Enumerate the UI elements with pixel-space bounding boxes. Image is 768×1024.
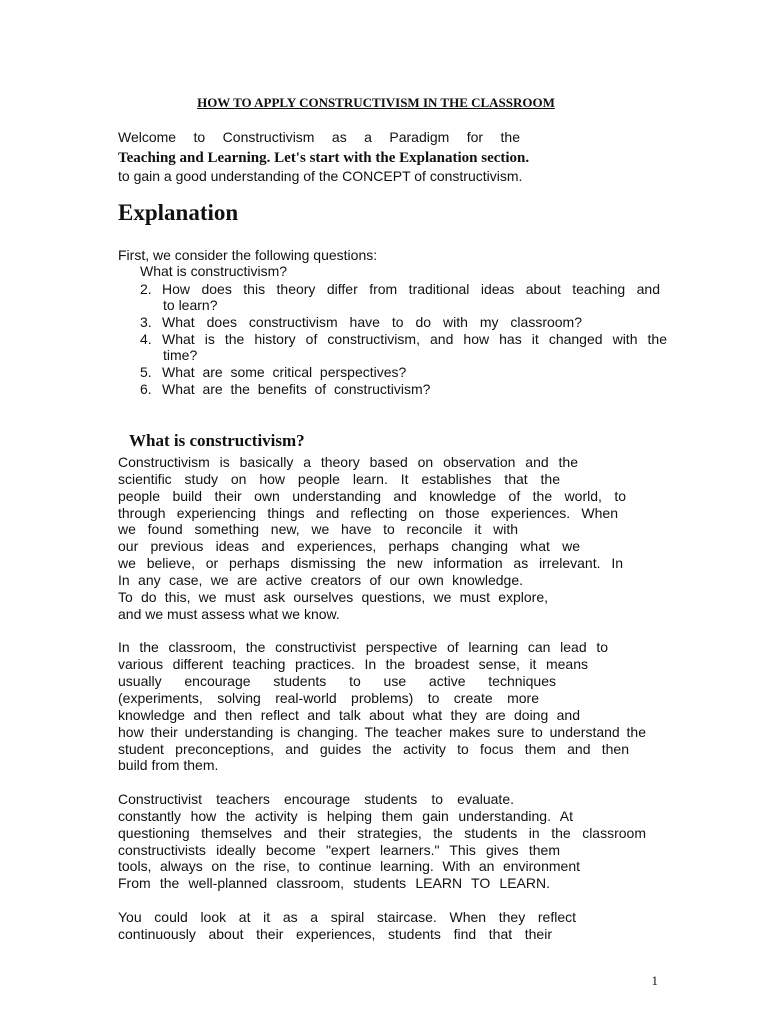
intro-line-3: to gain a good understanding of the CONCEPT of constructivism. (118, 168, 523, 184)
body-line: through experiencing things and reflecting on those experiences. When (118, 504, 618, 521)
body-line: various different teaching practices. In the broadest sense, it means (118, 656, 588, 673)
body-line: You could look at it as a spiral staircase. When they reflect (118, 909, 576, 925)
question-item: 2. How does this theory differ from traditional ideas about teaching and (140, 281, 660, 297)
question-item: 3. What does constructivism have to do with my classroom? (140, 314, 582, 330)
question-item: 4. What is the history of constructivism, and how has it changed with the (140, 331, 667, 347)
body-line: people build their own understanding and knowledge of the world, to (118, 487, 626, 504)
body-line: and we must assess what we know. (118, 605, 340, 622)
body-line: constantly how the activity is helping them gain understanding. At (118, 807, 573, 824)
body-line: continuously about their experiences, students find that their (118, 925, 552, 942)
question-continuation: time? (163, 347, 198, 363)
question-item: What is constructivism? (140, 263, 288, 279)
body-line: To do this, we must ask ourselves questions, we must explore, (118, 588, 548, 605)
body-line: (experiments, solving real-world problems) to create more (118, 689, 539, 706)
body-line: we believe, or perhaps dismissing the new information as irrelevant. In (118, 555, 623, 572)
question-continuation: to learn? (163, 297, 218, 313)
document-title: HOW TO APPLY CONSTRUCTIVISM IN THE CLASSROOM (197, 95, 555, 110)
section-heading: What is constructivism? (129, 431, 305, 450)
body-line: constructivists ideally become "expert learners." This gives them (118, 841, 560, 858)
body-line: student preconceptions, and guides the activity to focus them and then (118, 740, 629, 757)
intro-line-2: Teaching and Learning. Let's start with the Explanation section. (118, 150, 530, 166)
body-line: tools, always on the rise, to continue learning. With an environment (118, 858, 580, 875)
body-line: build from them. (118, 757, 219, 774)
body-line: Constructivism is basically a theory based on observation and the (118, 454, 578, 470)
intro-line-1: Welcome to Constructivism as a Paradigm for the (118, 129, 520, 145)
body-line: knowledge and then reflect and talk about what they are doing and (118, 706, 580, 723)
body-line: usually encourage students to use active techniques (118, 673, 556, 689)
question-item: 5. What are some critical perspectives? (140, 364, 407, 380)
body-line: we found something new, we have to reconcile it with (118, 521, 518, 538)
body-line: In any case, we are active creators of our own knowledge. (118, 572, 523, 588)
page-number: 1 (651, 973, 658, 988)
explanation-heading: Explanation (118, 200, 239, 225)
body-line: In the classroom, the constructivist perspective of learning can lead to (118, 639, 608, 656)
body-line: our previous ideas and experiences, perhaps changing what we (118, 538, 580, 555)
body-line: Constructivist teachers encourage students to evaluate. (118, 791, 514, 807)
body-line: questioning themselves and their strategies, the students in the classroom (118, 824, 646, 841)
body-line: scientific study on how people learn. It establishes that the (118, 470, 560, 487)
body-line: From the well-planned classroom, students LEARN TO LEARN. (118, 875, 550, 892)
explanation-lead: First, we consider the following questions: (118, 247, 378, 263)
question-item: 6. What are the benefits of constructivism? (140, 381, 431, 397)
body-line: how their understanding is changing. The teacher makes sure to understand the (118, 723, 646, 740)
